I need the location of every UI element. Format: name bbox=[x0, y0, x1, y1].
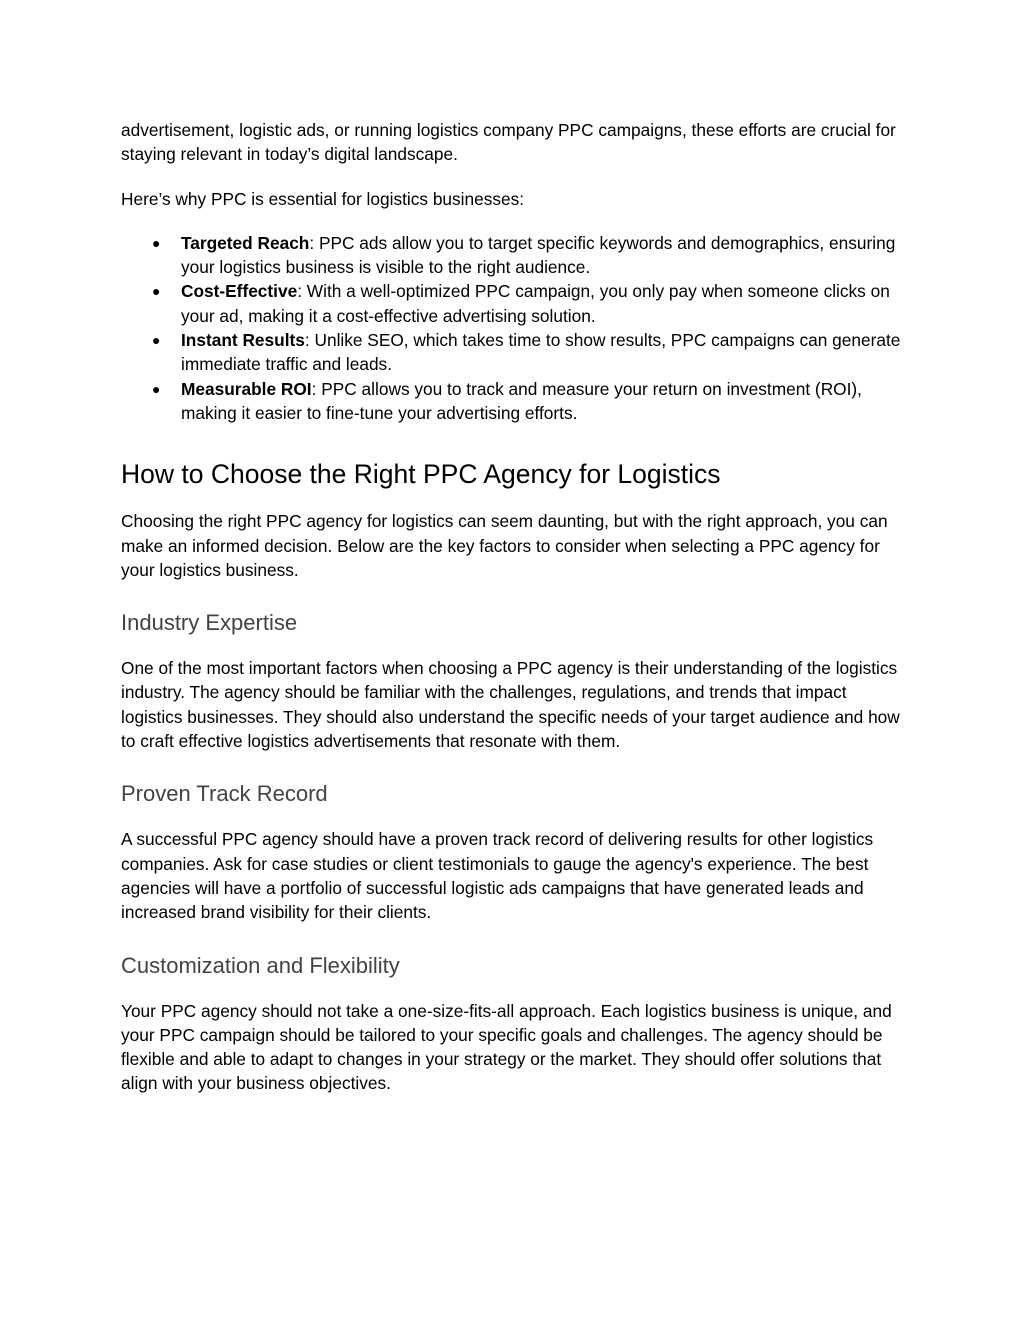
section-heading: How to Choose the Right PPC Agency for Logistics bbox=[121, 459, 721, 490]
benefits-list bbox=[121, 231, 911, 425]
benefit-title: Instant Results bbox=[181, 330, 305, 351]
benefit-title: Targeted Reach bbox=[181, 232, 310, 253]
benefit-text: : PPC ads allow you to target specific keywords and demographics, ensuring your logistics business is visible to the right audience. bbox=[181, 232, 896, 278]
subsection-body-proven-track-record: A successful PPC agency should have a proven track record of delivering results for other logistics companies. Ask for case studies or client testimonials to gauge the agency's experience. The best agencies will have a portfolio of successful logistic ads campaigns that have generated leads and increased brand visibility for their clients. bbox=[121, 829, 874, 923]
list-item bbox=[121, 231, 911, 280]
intro-paragraph: advertisement, logistic ads, or running logistics company PPC campaigns, these efforts are crucial for staying relevant in today’s digital landscape. bbox=[121, 120, 896, 165]
benefit-text: : PPC allows you to track and measure your return on investment (ROI), making it easier to fine-tune your advertising efforts. bbox=[181, 378, 862, 423]
section-intro: Choosing the right PPC agency for logistics can seem daunting, but with the right approach, you can make an informed decision. Below are the key factors to consider when selecting a PPC agency for your logistics business. bbox=[121, 511, 888, 580]
benefits-intro: Here’s why PPC is essential for logistics businesses: bbox=[121, 188, 525, 209]
subsection-heading-customization-flexibility: Customization and Flexibility bbox=[121, 952, 400, 978]
subsection-body-customization-flexibility: Your PPC agency should not take a one-size-fits-all approach. Each logistics business is unique, and your PPC campaign should be tailored to your specific goals and challenges. The agency should be flexible and able to adapt to changes in your strategy or the market. They should offer solutions that align with your business objectives. bbox=[121, 1000, 892, 1094]
bullet-icon: ● bbox=[152, 332, 161, 349]
subsection-body-industry-expertise: One of the most important factors when choosing a PPC agency is their understanding of the logistics industry. The agency should be familiar with the challenges, regulations, and trends that impact logistics businesses. They should also understand the specific needs of your target audience and how to craft effective logistics advertisements that resonate with them. bbox=[121, 658, 900, 752]
benefit-text: : Unlike SEO, which takes time to show results, PPC campaigns can generate immediate traffic and leads. bbox=[181, 330, 901, 375]
document-page bbox=[121, 118, 911, 1096]
list-item bbox=[121, 279, 911, 328]
benefit-text: : With a well-optimized PPC campaign, you only pay when someone clicks on your ad, making it a cost-effective advertising solution. bbox=[181, 281, 890, 326]
subsection-heading-industry-expertise: Industry Expertise bbox=[121, 610, 298, 636]
bullet-icon: ● bbox=[152, 380, 161, 397]
subsection-heading-proven-track-record: Proven Track Record bbox=[121, 781, 328, 807]
list-item bbox=[121, 328, 911, 377]
bullet-icon: ● bbox=[152, 234, 161, 251]
benefit-title: Measurable ROI bbox=[181, 378, 312, 399]
list-item bbox=[121, 377, 911, 426]
bullet-icon: ● bbox=[152, 283, 161, 300]
benefit-title: Cost-Effective bbox=[181, 281, 298, 302]
